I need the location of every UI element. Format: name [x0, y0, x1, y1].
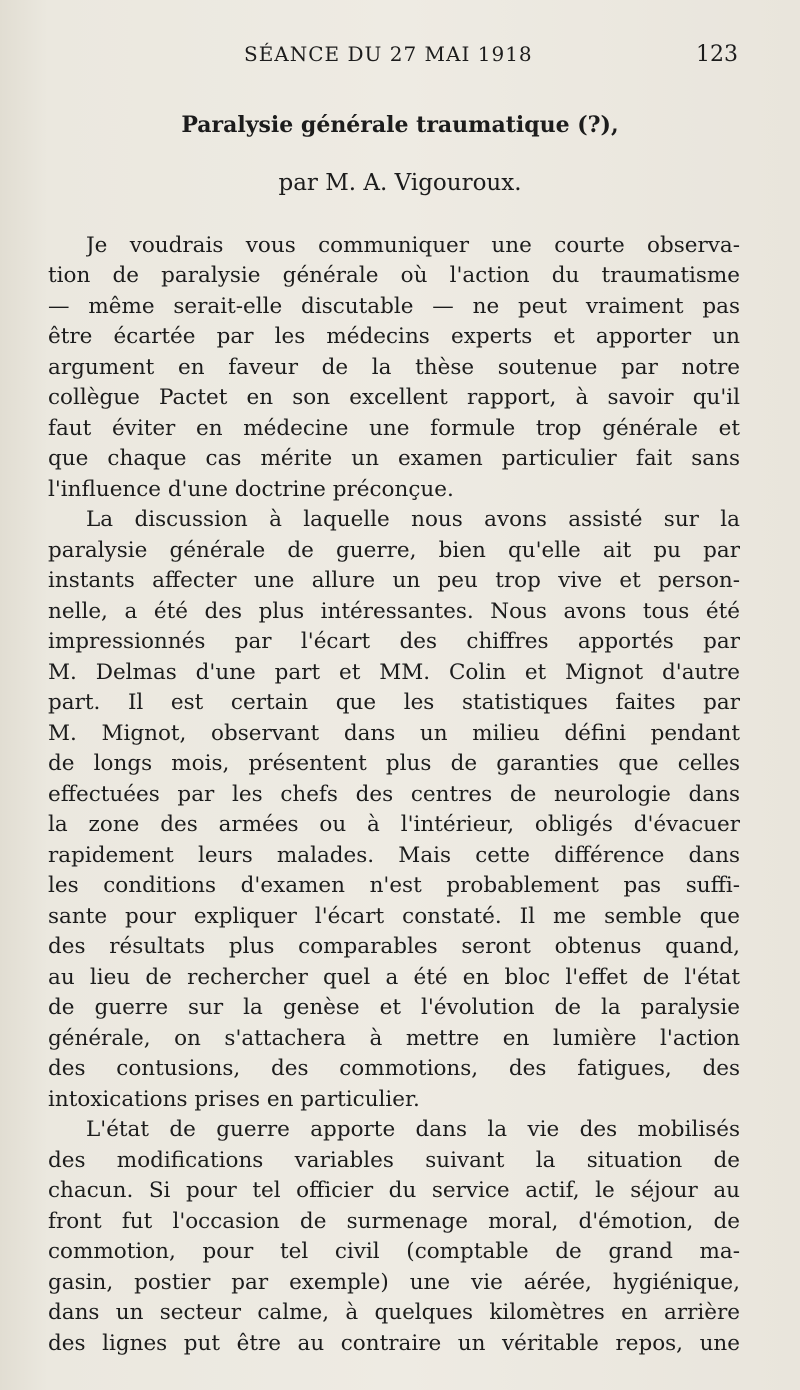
- text-line: être écartée par les médecins experts et apporter un: [48, 324, 740, 349]
- text-line: collègue Pactet en son excellent rapport, à savoir qu'il: [48, 385, 740, 410]
- text-line: M. Mignot, observant dans un milieu défini pendant: [48, 721, 740, 746]
- text-line: front fut l'occasion de surmenage moral, d'émotion, de: [48, 1209, 740, 1234]
- text-line: M. Delmas d'une part et MM. Colin et Mignot d'autre: [48, 660, 740, 685]
- text-line: nelle, a été des plus intéressantes. Nous avons tous été: [48, 599, 740, 624]
- text-line: des contusions, des commotions, des fatigues, des: [48, 1056, 740, 1081]
- text-line: générale, on s'attachera à mettre en lumière l'action: [48, 1026, 740, 1051]
- text-line: dans un secteur calme, à quelques kilomètres en arrière: [48, 1300, 740, 1325]
- text-line: commotion, pour tel civil (comptable de grand ma-: [48, 1239, 740, 1264]
- text-line: au lieu de rechercher quel a été en bloc l'effet de l'état: [48, 965, 740, 990]
- text-line: effectuées par les chefs des centres de neurologie dans: [48, 782, 740, 807]
- text-line: — même serait-elle discutable — ne peut vraiment pas: [48, 294, 740, 319]
- text-line: les conditions d'examen n'est probablement pas suffi-: [48, 873, 740, 898]
- text-line: des résultats plus comparables seront obtenus quand,: [48, 934, 740, 959]
- text-line: instants affecter une allure un peu trop vive et person-: [48, 568, 740, 593]
- text-line: de longs mois, présentent plus de garanties que celles: [48, 751, 740, 776]
- running-title: SÉANCE DU 27 MAI 1918: [244, 42, 533, 66]
- text-line: sante pour expliquer l'écart constaté. Il me semble que: [48, 904, 740, 929]
- running-head: [48, 42, 738, 72]
- page-number: 123: [696, 42, 738, 67]
- text-line: part. Il est certain que les statistiques faites par: [48, 690, 740, 715]
- text-line: tion de paralysie générale où l'action du traumatisme: [48, 263, 740, 288]
- article-title: Paralysie générale traumatique (?),: [181, 112, 619, 138]
- text-line: la zone des armées ou à l'intérieur, obligés d'évacuer: [48, 812, 740, 837]
- text-line: La discussion à laquelle nous avons assisté sur la: [86, 507, 740, 532]
- text-line: Je voudrais vous communiquer une courte observa-: [86, 233, 740, 258]
- text-line: gasin, postier par exemple) une vie aérée, hygiénique,: [48, 1270, 740, 1295]
- text-line: intoxications prises en particulier.: [48, 1087, 420, 1112]
- text-line: des modifications variables suivant la situation de: [48, 1148, 740, 1173]
- text-line: de guerre sur la genèse et l'évolution de la paralysie: [48, 995, 740, 1020]
- text-line: chacun. Si pour tel officier du service actif, le séjour au: [48, 1178, 740, 1203]
- text-line: que chaque cas mérite un examen particulier fait sans: [48, 446, 740, 471]
- text-line: L'état de guerre apporte dans la vie des mobilisés: [86, 1117, 740, 1142]
- text-line: rapidement leurs malades. Mais cette différence dans: [48, 843, 740, 868]
- text-line: impressionnés par l'écart des chiffres apportés par: [48, 629, 740, 654]
- text-line: argument en faveur de la thèse soutenue par notre: [48, 355, 740, 380]
- text-line: faut éviter en médecine une formule trop générale et: [48, 416, 740, 441]
- text-line: des lignes put être au contraire un véritable repos, une: [48, 1331, 740, 1356]
- text-line: paralysie générale de guerre, bien qu'elle ait pu par: [48, 538, 740, 563]
- text-line: l'influence d'une doctrine préconçue.: [48, 477, 454, 502]
- article-author: par M. A. Vigouroux.: [278, 170, 522, 196]
